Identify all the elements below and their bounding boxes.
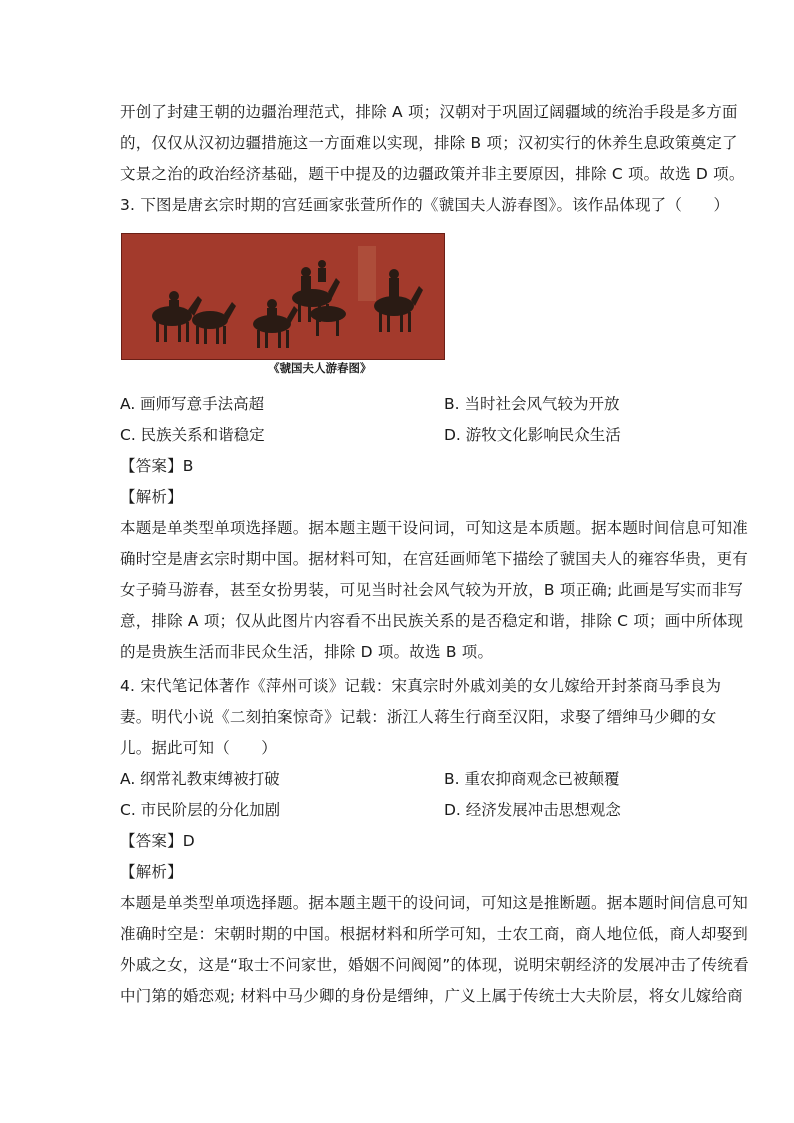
q3-option-d: D. 游牧文化影响民众生活 (444, 426, 621, 444)
q3-answer: 【答案】B (120, 457, 194, 475)
intro-line-3: 文景之治的政治经济基础，题干中提及的边疆政策并非主要原因，排除 C 项。故选 D 项。 (120, 165, 745, 183)
q4-analysis-line-2: 准确时空是：宋朝时期的中国。根据材料和所学可知，士农工商，商人地位低，商人却娶到 (120, 925, 749, 943)
intro-line-1: 开创了封建王朝的边疆治理范式，排除 A 项；汉朝对于巩固辽阔疆域的统治手段是多方面 (120, 103, 738, 121)
q3-analysis-line-4: 意，排除 A 项；仅从此图片内容看不出民族关系的是否稳定和谐，排除 C 项；画中所体现 (120, 612, 744, 630)
q4-analysis-line-1: 本题是单类型单项选择题。据本题主题干的设问词，可知这是推断题。据本题时间信息可知 (120, 894, 749, 912)
q3-option-a: A. 画师写意手法高超 (120, 395, 265, 413)
q4-analysis-label: 【解析】 (120, 863, 183, 881)
painting-caption: 《虢国夫人游春图》 (268, 361, 372, 375)
q4-option-d: D. 经济发展冲击思想观念 (444, 801, 621, 819)
horse-riders-illustration (122, 234, 444, 359)
q3-option-c: C. 民族关系和谐稳定 (120, 426, 265, 444)
q4-option-a: A. 纲常礼教束缚被打破 (120, 770, 280, 788)
q4-option-c: C. 市民阶层的分化加剧 (120, 801, 281, 819)
q3-analysis-label: 【解析】 (120, 488, 183, 506)
q3-analysis-line-3: 女子骑马游春，甚至女扮男装，可见当时社会风气较为开放，B 项正确; 此画是写实而非写 (120, 581, 744, 599)
q4-stem-line-1: 4. 宋代笔记体著作《萍州可谈》记载：宋真宗时外戚刘美的女儿嫁给开封茶商马季良为 (120, 677, 722, 695)
intro-line-2: 的，仅仅从汉初边疆措施这一方面难以实现，排除 B 项；汉初实行的休养生息政策奠定了 (120, 134, 738, 152)
q4-stem-line-2: 妻。明代小说《二刻拍案惊奇》记载：浙江人蒋生行商至汉阳，求娶了缙绅马少卿的女 (120, 708, 717, 726)
q3-stem: 3. 下图是唐玄宗时期的宫廷画家张萱所作的《虢国夫人游春图》。该作品体现了（ ） (120, 196, 730, 214)
q4-option-b: B. 重农抑商观念已被颠覆 (444, 770, 620, 788)
q3-option-b: B. 当时社会风气较为开放 (444, 395, 620, 413)
q4-analysis-line-3: 外戚之女，这是“取士不问家世，婚姻不问阀阅”的体现，说明宋朝经济的发展冲击了传统看 (120, 956, 749, 974)
q3-analysis-line-1: 本题是单类型单项选择题。据本题主题干设问词，可知这是本质题。据本题时间信息可知准 (120, 519, 749, 537)
q4-answer: 【答案】D (120, 832, 195, 850)
q3-analysis-line-5: 的是贵族生活而非民众生活，排除 D 项。故选 B 项。 (120, 643, 494, 661)
q4-stem-line-3: 儿。据此可知（ ） (120, 739, 278, 757)
painting-image (121, 233, 445, 360)
q4-analysis-line-4: 中门第的婚恋观; 材料中马少卿的身份是缙绅，广义上属于传统士大夫阶层，将女儿嫁给商 (120, 987, 743, 1005)
q3-analysis-line-2: 确时空是唐玄宗时期中国。据材料可知，在宫廷画师笔下描绘了虢国夫人的雍容华贵，更有 (120, 550, 749, 568)
